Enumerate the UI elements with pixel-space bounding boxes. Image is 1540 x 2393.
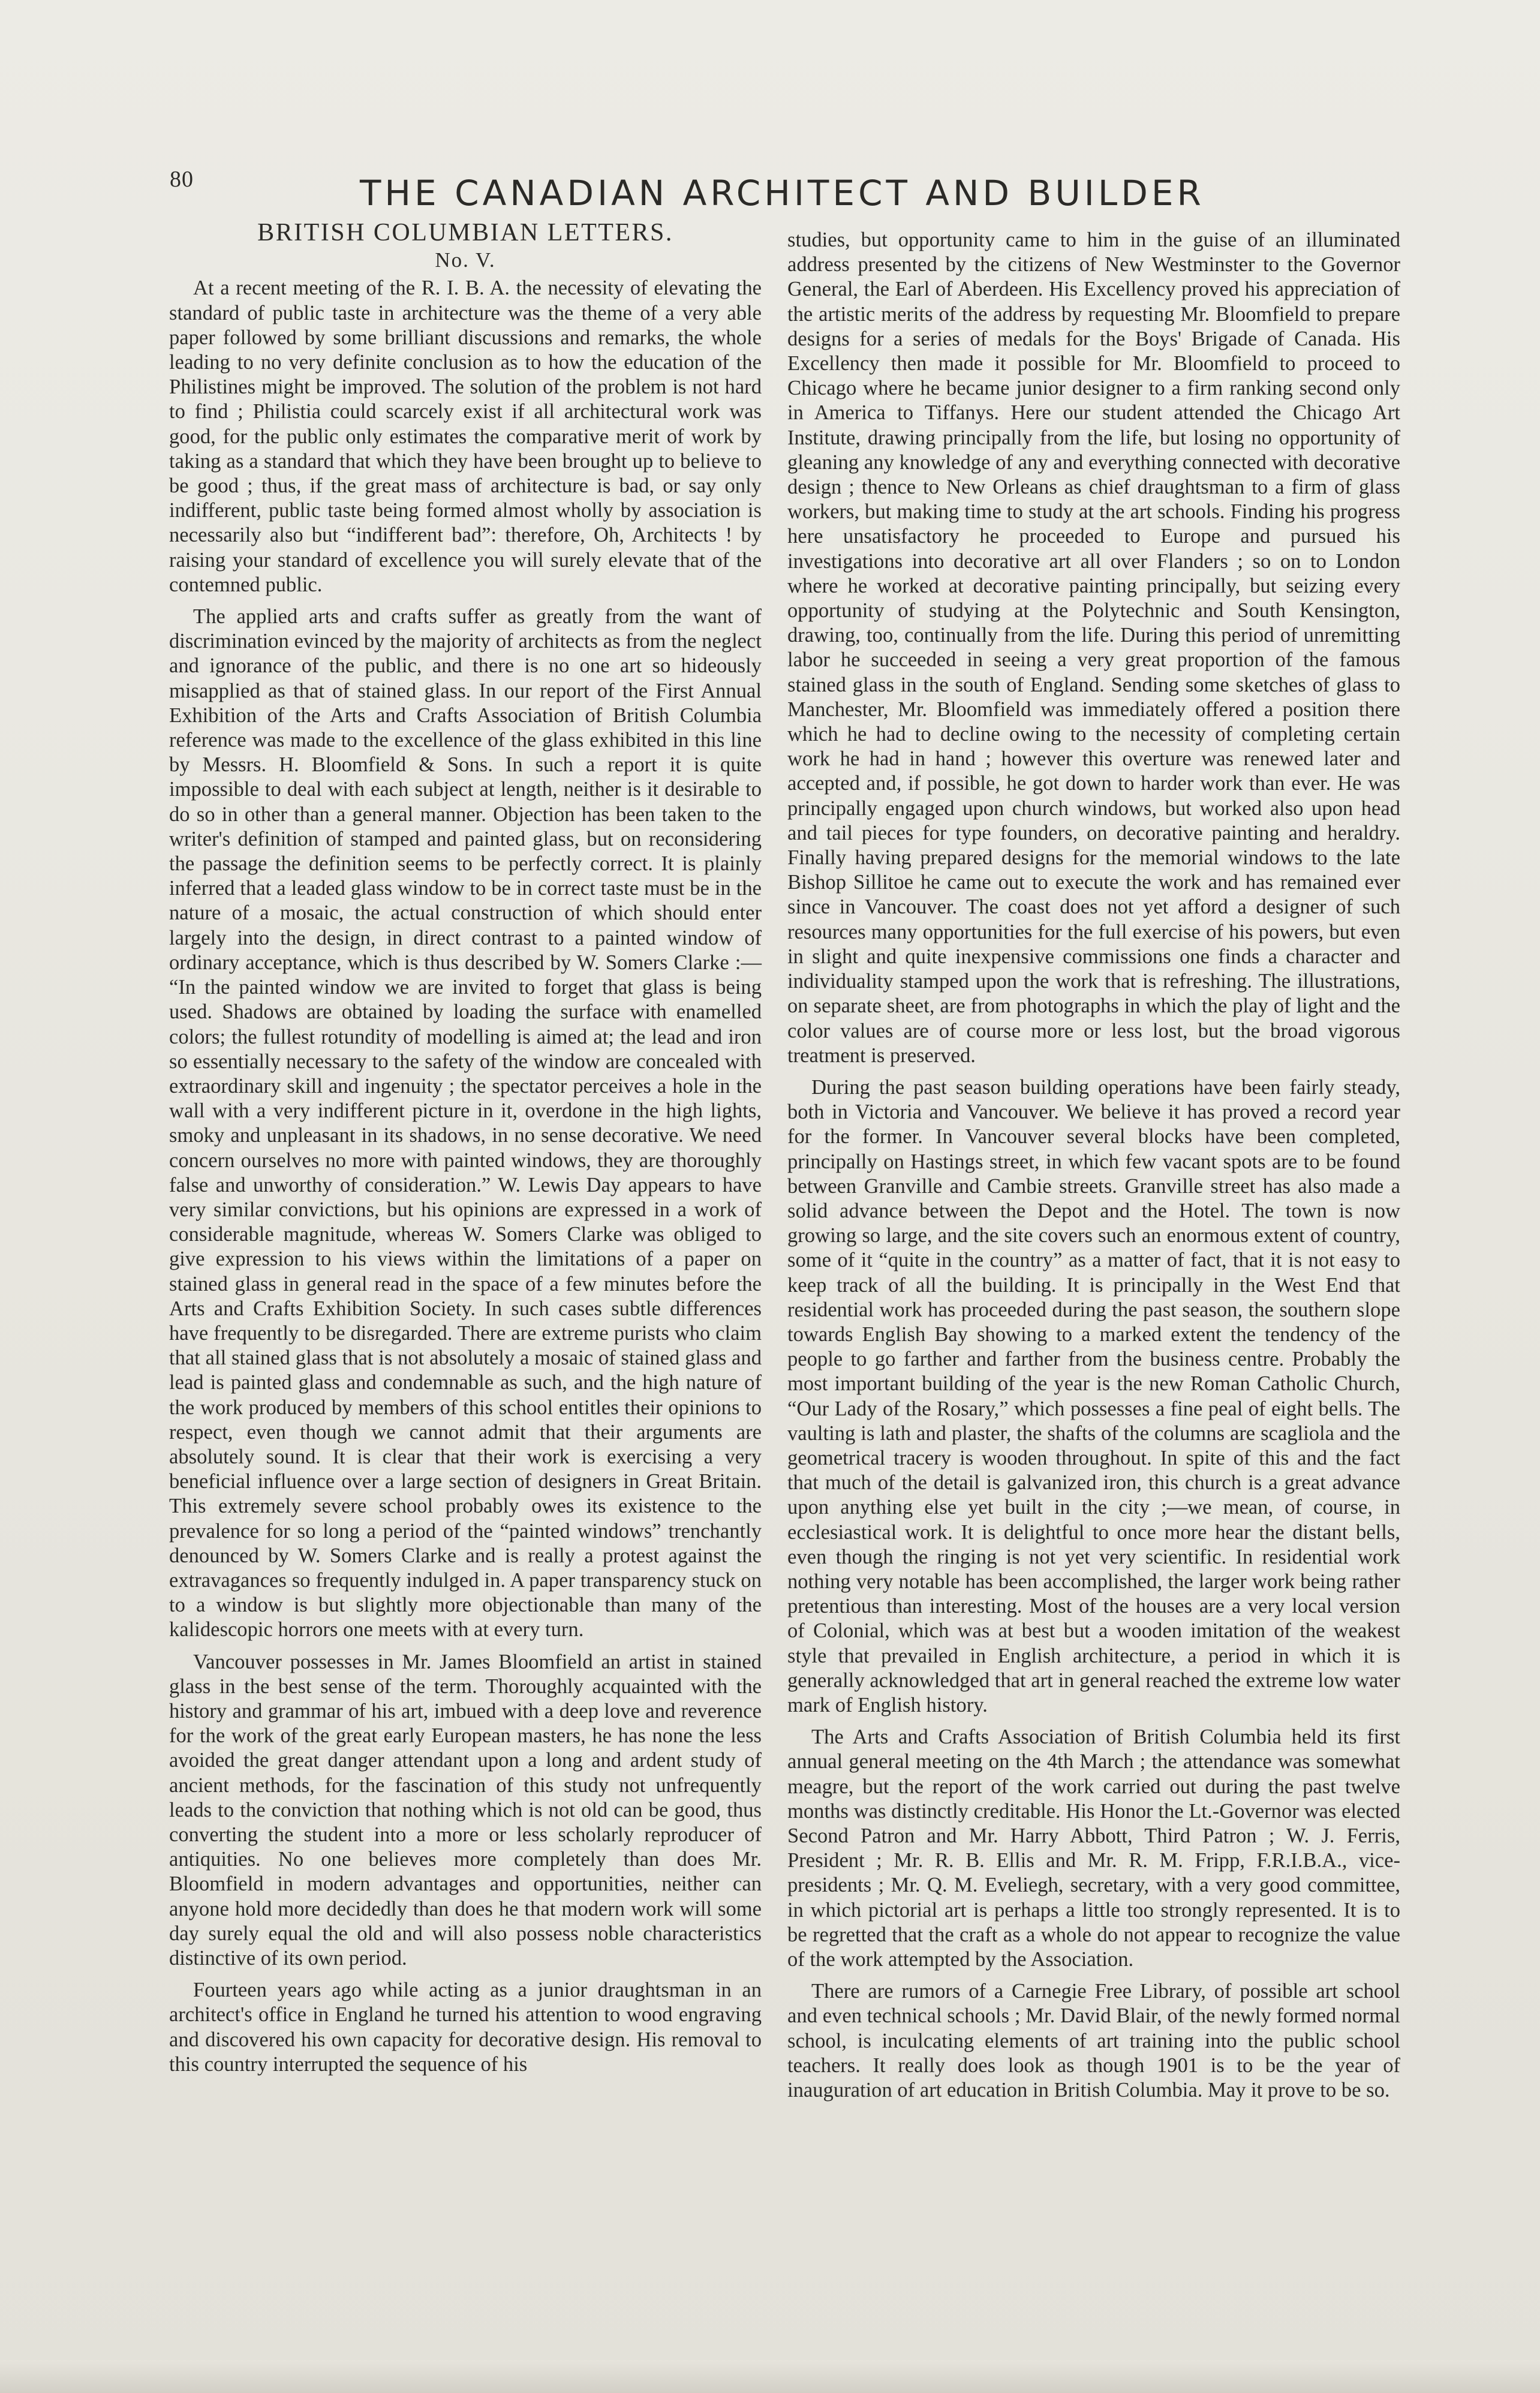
paragraph: There are rumors of a Carnegie Free Library, of possible art school and even technical schools ; Mr. David Blair, of the newly formed normal school, is inculcating elements of art training into the public school teachers. It really does look as though 1901 is to be the year of inauguration of art education in British Columbia. May it prove to be so. <box>787 1980 1400 2102</box>
page-bottom-edge <box>0 2360 1540 2393</box>
paragraph: During the past season building operations have been fairly steady, both in Victoria and Vancouver. We believe it has proved a record year for the former. In Vancouver several blocks have been completed, principally on Hastings street, in which few vacant spots are to be found between Granville and Cambie streets. Granville street has also made a solid advance between the Depot and the Hotel. The town is now growing so large, and the site covers such an enormous extent of country, some of it “quite in the country” as a matter of fact, that it is not easy to keep track of all the building. It is principally in the West End that residential work has proceeded during the past season, the southern slope towards English Bay showing to a marked extent the tendency of the people to go farther and farther from the business centre. Probably the most important building of the year is the new Roman Catholic Church, “Our Lady of the Rosary,” which possesses a fine peal of eight bells. The vaulting is lath and plaster, the shafts of the columns are scagliola and the geometrical tracery is wooden throughout. In spite of this and the fact that much of the detail is galvanized iron, this church is a great advance upon anything else yet built in the city ;—we mean, of course, in ecclesiastical work. It is delightful to once more hear the distant bells, even though the ringing is not yet very scientific. In residential work nothing very notable has been accomplished, the larger work being rather pretentious than interesting. Most of the houses are a very local version of Colonial, which was at best but a wooden imitation of the weakest style that prevailed in English architecture, a period in which it is generally acknowledged that art in general reached the extreme low water mark of English history. <box>787 1075 1400 1716</box>
paragraph: Fourteen years ago while acting as a junior draughtsman in an architect's office in England he turned his attention to wood engraving and discovered his own capacity for decorative design. His removal to this country interrupted the sequence of his <box>169 1979 762 2076</box>
right-column <box>787 228 1400 2110</box>
paragraph: The applied arts and crafts suffer as greatly from the want of discrimination evinced by the majority of architects as from the neglect and ignorance of the public, and there is no one art so hideously misapplied as that of stained glass. In our report of the First Annual Exhibition of the Arts and Crafts Association of British Columbia reference was made to the excellence of the glass exhibited in this line by Messrs. H. Bloomfield & Sons. In such a report it is quite impossible to deal with each subject at length, neither is it desirable to do so in other than a general manner. Objection has been taken to the writer's definition of stamped and painted glass, but on reconsidering the passage the definition seems to be perfectly correct. It is plainly inferred that a leaded glass window to be in correct taste must be in the nature of a mosaic, the actual construction of which should enter largely into the design, in direct contrast to a painted window of ordinary acceptance, which is thus described by W. Somers Clarke :— “In the painted window we are invited to forget that glass is being used. Shadows are obtained by loading the surface with enamelled colors; the fullest rotundity of modelling is aimed at; the lead and iron so essentially necessary to the safety of the window are concealed with extraordinary skill and ingenuity ; the spectator perceives a hole in the wall with a very indifferent picture in it, overdone in the high lights, smoky and unpleasant in its shadows, in no sense decorative. We need concern ourselves no more with painted windows, they are thoroughly false and unworthy of consideration.” W. Lewis Day appears to have very similar convictions, but his opinions are expressed in a work of considerable magnitude, whereas W. Somers Clarke was obliged to give expression to his views within the limitations of a paper on stained glass in general read in the space of a few minutes before the Arts and Crafts Exhibition Society. In such cases subtle differences have frequently to be disregarded. There are extreme purists who claim that all stained glass that is not absolutely a mosaic of stained glass and lead is painted glass and condemnable as such, and the high nature of the work produced by members of this school entitles their opinions to respect, even though we cannot admit that their arguments are absolutely sound. It is clear that their work is exercising a very beneficial influence over a large section of designers in Great Britain. This extremely severe school probably owes its existence to the prevalence for so long a period of the “painted windows” trenchantly denounced by W. Somers Clarke and is really a protest against the extravagances so frequently indulged in. A paper transparency stuck on to a window is but slightly more objectionable than many of the kalidescopic horrors one meets with at every turn. <box>169 605 762 1642</box>
page-number: 80 <box>170 167 194 192</box>
paragraph: studies, but opportunity came to him in the guise of an illuminated address presented by the citizens of New Westminster to the Governor General, the Earl of Aberdeen. His Excellency proved his appreciation of the artistic merits of the address by requesting Mr. Bloomfield to prepare designs for a series of medals for the Boys' Brigade of Canada. His Excellency then made it possible for Mr. Bloomfield to proceed to Chicago where he became junior designer to a firm ranking second only in America to Tiffanys. Here our student attended the Chicago Art Institute, drawing principally from the life, but losing no opportunity of gleaning any knowledge of any and everything connected with decorative design ; thence to New Orleans as chief draughtsman to a firm of glass workers, but making time to study at the art schools. Finding his progress here unsatisfactory he proceeded to Europe and pursued his investigations into decorative art all over Flanders ; so on to London where he worked at decorative painting principally, but seizing every opportunity of studying at the Polytechnic and South Kensington, drawing, too, continually from the life. During this period of unremitting labor he succeeded in seeing a very great proportion of the famous stained glass in the south of England. Sending some sketches of glass to Manchester, Mr. Bloomfield was immediately offered a position there which he had to decline owing to the necessity of completing certain work he had in hand ; however this overture was renewed later and accepted and, if possible, he got down to harder work than ever. He was principally engaged upon church windows, but worked also upon head and tail pieces for type founders, on decorative painting and heraldry. Finally having prepared designs for the memorial windows to the late Bishop Sillitoe he came out to execute the work and has remained ever since in Vancouver. The coast does not yet afford a designer of such resources many opportunities for the full exercise of his powers, but even in slight and quite inexpensive commissions one finds a character and individuality stamped upon the work that is refreshing. The illustrations, on separate sheet, are from photographs in which the play of light and the color values are of course more or less lost, but the broad vigorous treatment is preserved. <box>787 229 1400 1067</box>
article-number: No. V. <box>435 248 496 272</box>
paragraph: At a recent meeting of the R. I. B. A. the necessity of elevating the standard of public taste in architecture was the theme of a very able paper followed by some brilliant discussions and remarks, the whole leading to no very definite conclusion as to how the education of the Philistines might be improved. The solution of the problem is not hard to find ; Philistia could scarcely exist if all architectural work was good, for the public only estimates the comparative merit of work by taking as a standard that which they have been brought up to believe to be good ; thus, if the great mass of architecture is bad, or say only indifferent, public taste being formed almost wholly by association is necessarily also but “indifferent bad”: therefore, Oh, Architects ! by raising your standard of excellence you will surely elevate that of the contemned public. <box>169 276 762 596</box>
left-column <box>169 221 762 2084</box>
article-title: BRITISH COLUMBIAN LETTERS. <box>257 219 673 246</box>
masthead: THE CANADIAN ARCHITECT AND BUILDER <box>360 173 1205 214</box>
paragraph: The Arts and Crafts Association of British Columbia held its first annual general meeting on the 4th March ; the attendance was somewhat meagre, but the report of the work carried out during the past twelve months was distinctly creditable. His Honor the Lt.-Governor was elected Second Patron and Mr. Harry Abbott, Third Patron ; W. J. Ferris, President ; Mr. R. B. Ellis and Mr. R. M. Fripp, F.R.I.B.A., vice-presidents ; Mr. Q. M. Eveliegh, secretary, with a very good committee, in which pictorial art is perhaps a little too strongly represented. It is to be regretted that the craft as a whole do not appear to recognize the value of the work attempted by the Association. <box>787 1725 1400 1971</box>
paragraph: Vancouver possesses in Mr. James Bloomfield an artist in stained glass in the best sense of the term. Thoroughly acquainted with the history and grammar of his art, imbued with a deep love and reverence for the work of the great early European masters, he has none the less avoided the great danger attendant upon a long and ardent study of ancient methods, for the fascination of this study not unfrequently leads to the conviction that nothing which is not old can be good, thus converting the student into a more or less scholarly reproducer of antiquities. No one believes more completely than does Mr. Bloomfield in modern advantages and opportunities, neither can anyone hold more decidedly than does he that modern work will some day surely equal the old and will also possess noble characteristics distinctive of its own period. <box>169 1650 762 1970</box>
